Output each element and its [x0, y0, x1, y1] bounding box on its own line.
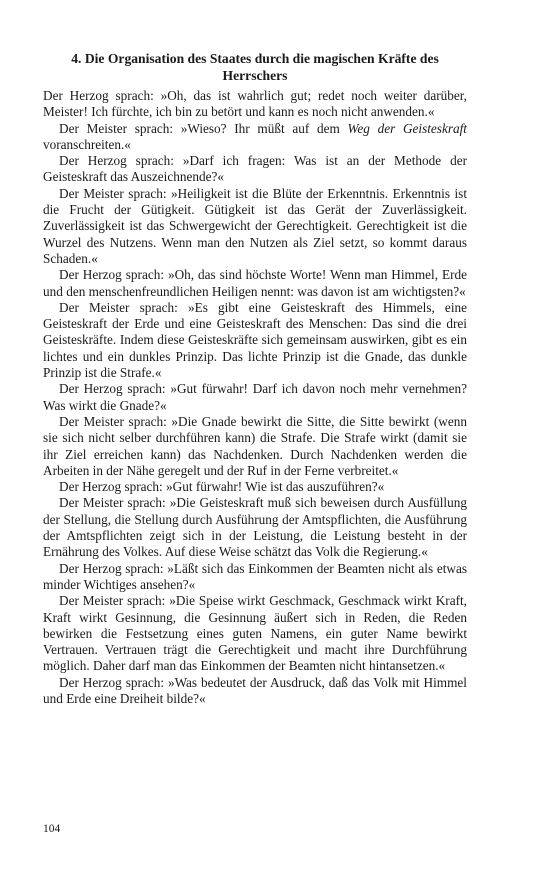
paragraph-10: Der Meister sprach: »Die Geisteskraft muß sich beweisen durch Ausfüllung der Stellung, die Stellung durch Ausführung der Amtspflichten, die Ausführung der Amtspflichten zeigt sich in der Leistung, die Leistung besteht in der Ernährung des Volkes. Auf diese Weise schätzt das Volk die Regierung.« [43, 495, 467, 560]
section-heading: 4. Die Organisation des Staates durch die magischen Kräfte des Herrschers [71, 51, 439, 83]
paragraph-8: Der Meister sprach: »Die Gnade bewirkt die Sitte, die Sitte bewirkt (wenn sie sich nicht selber durchführen kann) die Strafe. Die Strafe wirkt (damit sie ihr Ziel erreichen kann) das Nachdenken. Durch Nachdenken werden die Arbeiten in der Nähe geregelt und der Ruf in der Ferne verbreitet.« [43, 413, 467, 478]
paragraph-2 [43, 121, 467, 154]
paragraph-3: Der Herzog sprach: »Darf ich fragen: Was ist an der Methode der Geisteskraft das Auszeichnende?« [43, 153, 467, 185]
paragraph-1: Der Herzog sprach: »Oh, das ist wahrlich gut; redet noch weiter darüber, Meister! Ich fürchte, ich bin zu betört und kann es noch nicht anwenden.« [43, 88, 467, 120]
paragraph-2-text: Der Meister sprach: »Wieso? Ihr müßt auf dem [59, 120, 348, 136]
paragraph-2-emphasis: Weg der Geisteskraft [347, 120, 467, 136]
paragraph-4: Der Meister sprach: »Heiligkeit ist die Blüte der Erkenntnis. Erkenntnis ist die Frucht der Gütigkeit. Gütigkeit ist das Gerät der Zuverlässigkeit. Zuverlässigkeit ist das Schwergewicht der Gerechtigkeit. Gerechtigkeit ist die Wurzel des Nutzens. Wenn man den Nutzen als Ziel setzt, so kommt daraus Schaden.« [43, 185, 467, 266]
paragraph-9: Der Herzog sprach: »Gut fürwahr! Wie ist das auszuführen?« [59, 479, 385, 495]
paragraph-7: Der Herzog sprach: »Gut fürwahr! Darf ich davon noch mehr vernehmen? Was wirkt die Gnade?« [43, 381, 467, 413]
paragraph-13: Der Herzog sprach: »Was bedeutet der Ausdruck, daß das Volk mit Himmel und Erde eine Dreiheit bilde?« [43, 674, 467, 706]
paragraph-12: Der Meister sprach: »Die Speise wirkt Geschmack, Geschmack wirkt Kraft, Kraft wirkt Gesinnung, die Gesinnung äußert sich in Reden, die Reden bewirken die Festsetzung eines guten Namens, ein guter Name bewirkt Vertrauen. Vertrauen trägt die Gerechtigkeit und macht ihre Durchführung möglich. Daher darf man das Einkommen der Beamten nicht hintansetzen.« [43, 593, 467, 674]
paragraph-11: Der Herzog sprach: »Läßt sich das Einkommen der Beamten nicht als etwas minder Wichtiges ansehen?« [43, 560, 467, 592]
page-number: 104 [43, 823, 61, 835]
paragraph-2-text-after: voranschreiten.« [43, 136, 131, 152]
paragraph-6: Der Meister sprach: »Es gibt eine Geisteskraft des Himmels, eine Geisteskraft der Erde und eine Geisteskraft des Menschen: Das sind die drei Geisteskräfte. Indem diese Geisteskräfte sich gemeinsam auswirken, gibt es ein lichtes und ein dunkles Prinzip. Das lichte Prinzip ist die Gnade, das dunkle Prinzip ist die Strafe.« [43, 299, 467, 381]
paragraph-5: Der Herzog sprach: »Oh, das sind höchste Worte! Wenn man Himmel, Erde und den menschenfreundlichen Heiligen nennt: was davon ist am wichtigsten?« [43, 267, 467, 299]
page-content [43, 50, 467, 707]
body-text [43, 88, 467, 707]
